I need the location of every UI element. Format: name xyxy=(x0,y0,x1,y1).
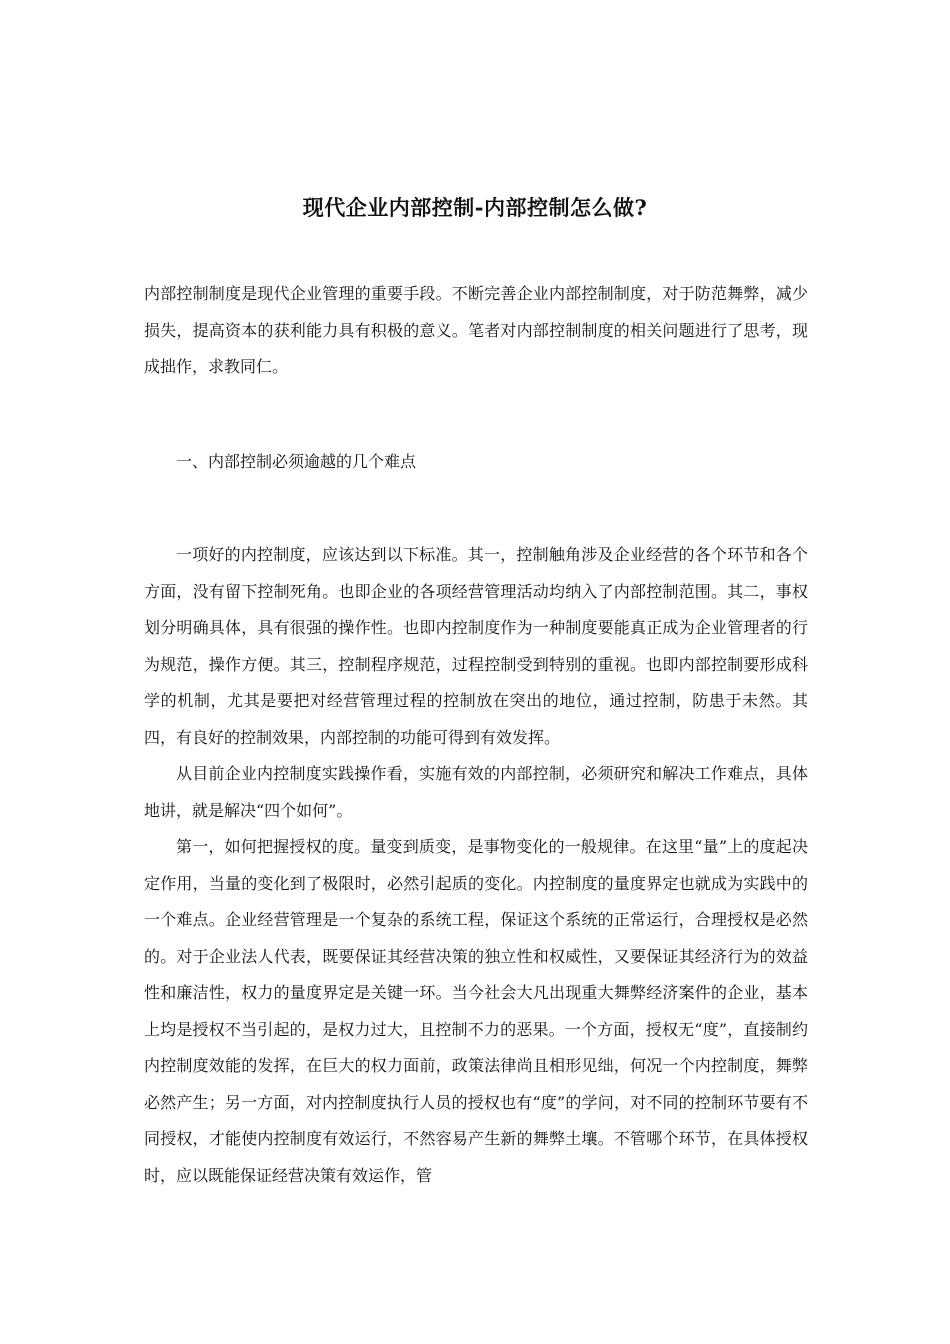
document-title: 现代企业内部控制-内部控制怎么做? xyxy=(302,195,648,220)
body-paragraph: 一项好的内控制度，应该达到以下标准。其一，控制触角涉及企业经营的各个环节和各个方面，没有留下控制死角。也即企业的各项经营管理活动均纳入了内部控制范围。其二，事权划分明确具体，具有很强的操作性。也即内控制度作为一种制度要能真正成为企业管理者的行为规范，操作方便。其三，控制程序规范，过程控制受到特别的重视。也即内部控制要形成科学的机制，尤其是要把对经营管理过程的控制放在突出的地位，通过控制，防患于未然。其四，有良好的控制效果，内部控制的功能可得到有效发挥。 xyxy=(144,545,808,747)
intro-paragraph: 内部控制制度是现代企业管理的重要手段。不断完善企业内部控制制度，对于防范舞弊，减少损失，提高资本的获利能力具有积极的意义。笔者对内部控制制度的相关问题进行了思考，现成拙作，求教同仁。 xyxy=(144,284,808,376)
body-paragraph: 从目前企业内控制度实践操作看，实施有效的内部控制，必须研究和解决工作难点，具体地讲，就是解决“四个如何”。 xyxy=(144,764,808,820)
section-heading: 一、内部控制必须逾越的几个难点 xyxy=(176,451,417,471)
body-paragraph: 第一，如何把握授权的度。量变到质变，是事物变化的一般规律。在这里“量”上的度起决定作用，当量的变化到了极限时，必然引起质的变化。内控制度的量度界定也就成为实践中的一个难点。企业经营管理是一个复杂的系统工程，保证这个系统的正常运行，合理授权是必然的。对于企业法人代表，既要保证其经营决策的独立性和权威性，又要保证其经济行为的效益性和廉洁性，权力的量度界定是关键一环。当今社会大凡出现重大舞弊经济案件的企业，基本上均是授权不当引起的，是权力过大，且控制不力的恶果。一个方面，授权无“度”，直接制约内控制度效能的发挥，在巨大的权力面前，政策法律尚且相形见绌，何况一个内控制度，舞弊必然产生；另一方面，对内控制度执行人员的授权也有“度”的学问，对不同的控制环节要有不同授权，才能使内控制度有效运行，不然容易产生新的舞弊土壤。不管哪个环节，在具体授权时，应以既能保证经营决策有效运作，管 xyxy=(144,837,808,1185)
document-body xyxy=(144,276,808,1194)
